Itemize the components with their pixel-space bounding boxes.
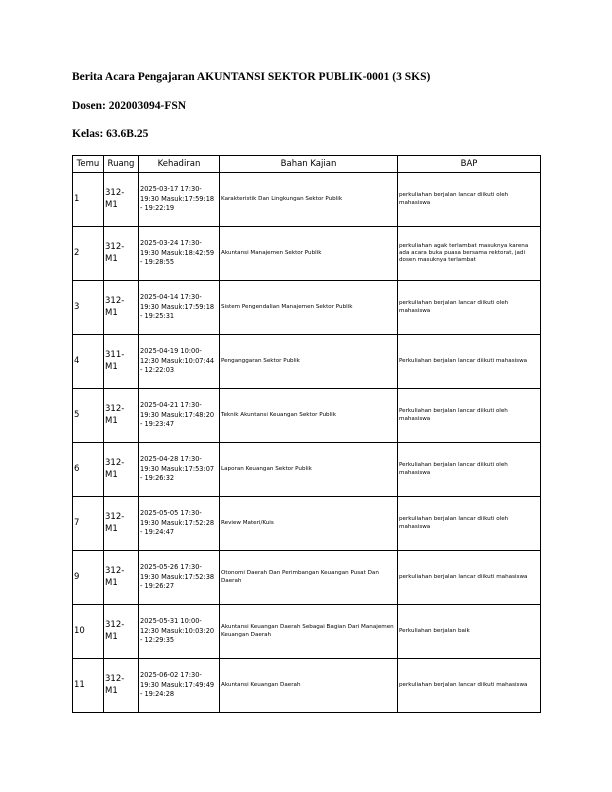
cell-ruang: 312-M1 xyxy=(104,227,139,281)
cell-ruang: 312-M1 xyxy=(104,389,139,443)
cell-temu: 11 xyxy=(73,659,104,713)
cell-bap: perkuliahan berjalan lancar diikuti mahasiswa xyxy=(398,551,541,605)
cell-temu: 7 xyxy=(73,497,104,551)
table-row xyxy=(73,281,541,335)
cell-bahan-kajian: Laporan Keuangan Sektor Publik xyxy=(220,443,398,497)
cell-bap: perkuliahan agak terlambat masuknya karena ada acara buka puasa bersama rektorat, jadi dosen masuknya terlambat xyxy=(398,227,541,281)
cell-bap: perkuliahan berjalan lancar diikuti oleh mahasiswa xyxy=(398,281,541,335)
document-title: Berita Acara Pengajaran AKUNTANSI SEKTOR PUBLIK-0001 (3 SKS) xyxy=(72,71,431,83)
column-header-bap: BAP xyxy=(398,156,541,173)
cell-ruang: 312-M1 xyxy=(104,605,139,659)
class-line: Kelas: 63.6B.25 xyxy=(72,128,149,140)
table-row xyxy=(73,335,541,389)
cell-bahan-kajian: Akuntansi Keuangan Daerah Sebagai Bagian Dari Manajemen Keuangan Daerah xyxy=(220,605,398,659)
cell-ruang: 312-M1 xyxy=(104,659,139,713)
cell-bahan-kajian: Teknik Akuntansi Keuangan Sektor Publik xyxy=(220,389,398,443)
cell-temu: 3 xyxy=(73,281,104,335)
cell-temu: 1 xyxy=(73,173,104,227)
cell-temu: 9 xyxy=(73,551,104,605)
cell-bap: Perkuliahan berjalan lancar diikuti mahasiswa xyxy=(398,335,541,389)
cell-bahan-kajian: Sistem Pengendalian Manajemen Sektor Publik xyxy=(220,281,398,335)
cell-ruang: 312-M1 xyxy=(104,443,139,497)
cell-kehadiran: 2025-04-14 17:30-19:30 Masuk:17:59:18 - 19:25:31 xyxy=(139,281,220,335)
cell-kehadiran: 2025-04-21 17:30-19:30 Masuk:17:48:20 - 19:23:47 xyxy=(139,389,220,443)
table-row xyxy=(73,389,541,443)
cell-kehadiran: 2025-05-31 10:00-12:30 Masuk:10:03:20 - 12:29:35 xyxy=(139,605,220,659)
column-header-ruang: Ruang xyxy=(104,156,139,173)
cell-kehadiran: 2025-03-17 17:30-19:30 Masuk:17:59:18 - 19:22:19 xyxy=(139,173,220,227)
cell-temu: 5 xyxy=(73,389,104,443)
column-header-temu: Temu xyxy=(73,156,104,173)
cell-bap: Perkuliahan berjalan lancar diikuti oleh mahasiswa xyxy=(398,389,541,443)
cell-bap: perkuliahan berjalan lancar diikuti mahasiswa xyxy=(398,659,541,713)
cell-bahan-kajian: Otonomi Daerah Dan Perimbangan Keuangan Pusat Dan Daerah xyxy=(220,551,398,605)
cell-ruang: 312-M1 xyxy=(104,551,139,605)
cell-ruang: 312-M1 xyxy=(104,281,139,335)
column-header-bahan-kajian: Bahan Kajian xyxy=(220,156,398,173)
cell-bahan-kajian: Review Materi/Kuis xyxy=(220,497,398,551)
cell-kehadiran: 2025-06-02 17:30-19:30 Masuk:17:49:49 - 19:24:28 xyxy=(139,659,220,713)
table-row xyxy=(73,173,541,227)
attendance-table xyxy=(72,155,541,713)
cell-bap: Perkuliahan berjalan baik xyxy=(398,605,541,659)
lecturer-line: Dosen: 202003094-FSN xyxy=(72,100,187,112)
cell-bahan-kajian: Karakteristik Dan Lingkungan Sektor Publik xyxy=(220,173,398,227)
cell-temu: 4 xyxy=(73,335,104,389)
table-row xyxy=(73,605,541,659)
table-header-row xyxy=(73,156,541,173)
table-row xyxy=(73,551,541,605)
cell-kehadiran: 2025-03-24 17:30-19:30 Masuk:18:42:59 - 19:28:55 xyxy=(139,227,220,281)
cell-bap: Perkuliahan berjalan lancar diikuti oleh mahasiswa xyxy=(398,443,541,497)
column-header-kehadiran: Kehadiran xyxy=(139,156,220,173)
cell-bap: perkuliahan berjalan lancar diikuti oleh mahasiswa xyxy=(398,497,541,551)
table-row xyxy=(73,497,541,551)
table-row xyxy=(73,659,541,713)
cell-bahan-kajian: Penganggaran Sektor Publik xyxy=(220,335,398,389)
cell-ruang: 311-M1 xyxy=(104,335,139,389)
cell-ruang: 312-M1 xyxy=(104,173,139,227)
cell-kehadiran: 2025-04-19 10:00-12:30 Masuk:10:07:44 - 12:22:03 xyxy=(139,335,220,389)
cell-kehadiran: 2025-04-28 17:30-19:30 Masuk:17:53:07 - 19:26:32 xyxy=(139,443,220,497)
cell-temu: 10 xyxy=(73,605,104,659)
cell-bap: perkuliahan berjalan lancar diikuti oleh mahasiswa xyxy=(398,173,541,227)
table-row xyxy=(73,227,541,281)
cell-temu: 6 xyxy=(73,443,104,497)
cell-temu: 2 xyxy=(73,227,104,281)
cell-ruang: 312-M1 xyxy=(104,497,139,551)
table-row xyxy=(73,443,541,497)
cell-bahan-kajian: Akuntansi Keuangan Daerah xyxy=(220,659,398,713)
cell-bahan-kajian: Akuntansi Manajemen Sektor Publik xyxy=(220,227,398,281)
cell-kehadiran: 2025-05-05 17:30-19:30 Masuk:17:52:28 - 19:24:47 xyxy=(139,497,220,551)
cell-kehadiran: 2025-05-26 17:30-19:30 Masuk:17:52:38 - 19:26:27 xyxy=(139,551,220,605)
